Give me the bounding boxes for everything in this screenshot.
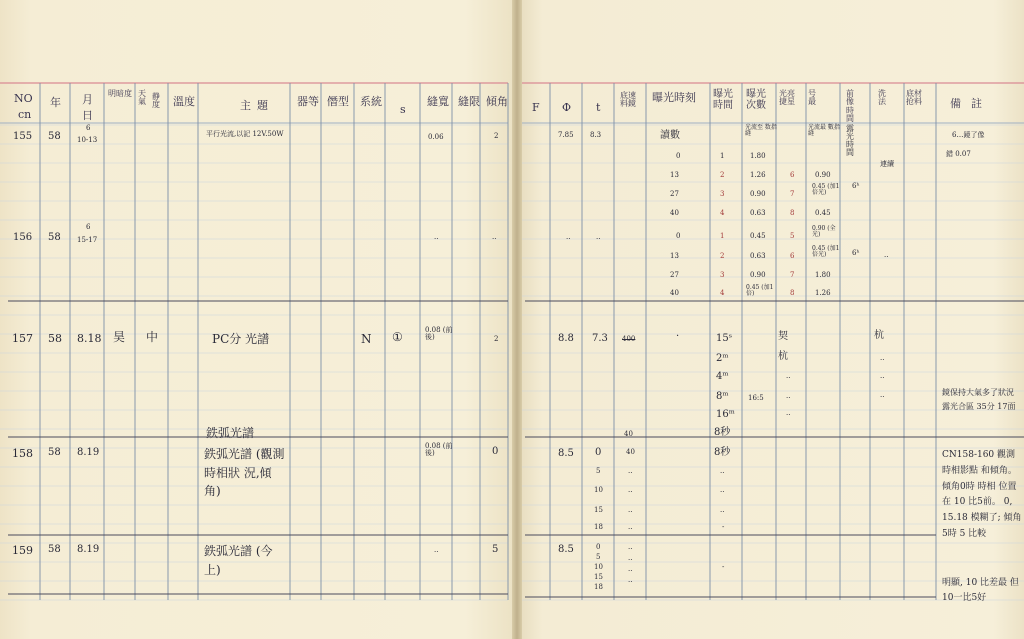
header-slit-width: 縫寬 <box>427 95 449 108</box>
e155-r2-val: 0.90 <box>815 171 831 179</box>
e159-phi-5: 18 <box>594 583 603 591</box>
header-photo-speed: 底速 料鏡 <box>620 91 636 109</box>
e156-r1-reading: 0 <box>676 232 681 240</box>
e157-time-2: 2ᵐ <box>716 353 729 364</box>
e157-subject-2: 鉄弧光譜 <box>206 426 255 440</box>
e155-r2-count: 1.26 <box>750 171 766 179</box>
e158-time-1: 8秒 <box>714 447 731 458</box>
entry-157-brightness: 昊 <box>113 330 126 344</box>
header-weather: 天氣 <box>138 89 146 107</box>
entry-155-tilt: 2 <box>494 132 499 140</box>
e159-remark: 明顯, 10 比差最 但 10一比5好 <box>942 578 1019 604</box>
header-exposure-duration: 曝光時間 <box>713 89 733 111</box>
header-t: t <box>596 101 601 114</box>
entry-156-day: 6 <box>86 223 91 231</box>
header-model: 僭型 <box>327 95 349 108</box>
e159-phi-3: 10 <box>594 563 603 571</box>
e157-time-3: 4ᵐ <box>716 371 729 382</box>
header-year: 年 <box>50 96 61 109</box>
e158-phi-5: 18 <box>594 523 603 531</box>
entry-157-slit-width: 0.08 (前後) <box>425 326 453 341</box>
header-tilt: 傾角 <box>486 95 508 108</box>
entry-155-readings-label: 讀數 <box>660 130 680 141</box>
header-s: s <box>400 103 406 116</box>
e156-r2-reading: 13 <box>670 252 679 260</box>
e157-times-note: 16:5 <box>748 394 764 402</box>
entry-158-f: 8.5 <box>558 448 574 459</box>
entry-158-tilt: 0 <box>492 446 499 457</box>
header-cn: cn <box>18 108 32 121</box>
e158-photo-dot-4: .. <box>628 523 633 531</box>
e156-r2-mark: 6 <box>790 252 795 260</box>
e158-time-3: .. <box>720 486 725 494</box>
entry-156-f: .. <box>566 233 571 241</box>
e155-r4-mark: 8 <box>790 209 795 217</box>
entry-159-year: 58 <box>48 544 61 555</box>
e159-time-dash: - <box>722 563 725 571</box>
e156-r3-count: 0.90 <box>750 271 766 279</box>
entry-158-year: 58 <box>48 447 61 458</box>
e155-r2-reading: 13 <box>670 171 679 179</box>
entry-155-no: 155 <box>13 131 33 142</box>
e156-r4-mark: 8 <box>790 289 795 297</box>
entry-159-slit-width: .. <box>434 546 439 554</box>
entry-155-bath: 連續 <box>880 160 894 168</box>
e157-remark: 鏡保持大氣多了狀況 露光合區 35分 17面 <box>942 388 1016 411</box>
entry-158-no: 158 <box>12 447 33 460</box>
header-brightness: 明暗度 <box>108 89 132 98</box>
e159-photo-dot-2: .. <box>628 554 633 562</box>
e155-r1-reading: 0 <box>676 152 681 160</box>
e157-exposure-4: .. <box>786 392 791 400</box>
entry-155-year: 58 <box>48 131 61 142</box>
e157-bath-dot-2: .. <box>880 372 885 380</box>
e155-r1-n: 1 <box>720 152 725 160</box>
e157-exposure-1: 契 <box>778 331 788 342</box>
e158-time-5: - <box>722 523 725 531</box>
header-storage: 底材 抢料 <box>906 89 922 107</box>
e155-r4-count: 0.63 <box>750 209 766 217</box>
header-phi: Φ <box>562 101 572 114</box>
entry-155-day-range: 10-13 <box>77 136 98 144</box>
e156-r4-n: 4 <box>720 289 725 297</box>
header-f: F <box>532 101 540 114</box>
e158-time-4: .. <box>720 506 725 514</box>
entry-155-subject: 平行光流,以記 12V.50W <box>206 130 284 138</box>
header-wind: 静度 <box>152 92 160 110</box>
entry-159-tilt: 5 <box>492 544 499 555</box>
e155-r3-reading: 27 <box>670 190 679 198</box>
e155-r3-val: 0.45 (加1倍光) <box>812 183 840 196</box>
header-instrument: 器等 <box>297 95 319 108</box>
header-exposure-time: 曝光時刻 <box>652 91 696 104</box>
e159-photo-dot-3: .. <box>628 565 633 573</box>
entry-157-s: ① <box>392 330 403 344</box>
entry-155-slit-width: 0.06 <box>428 133 444 141</box>
header-day: 日 <box>82 109 93 122</box>
e158-time-2: .. <box>720 467 725 475</box>
e156-r1-mark: 5 <box>790 232 795 240</box>
entry-156-ditto-2: .. <box>492 233 497 241</box>
e156-r4-reading: 40 <box>670 289 679 297</box>
entry-156-ditto-1: .. <box>434 233 439 241</box>
entry-157-subject: PC分 光譜 <box>212 332 270 346</box>
e155-r4-reading: 40 <box>670 209 679 217</box>
e156-r3-val: 1.80 <box>815 271 831 279</box>
e157-exposure-2: 杭 <box>778 351 788 362</box>
entry-156-bath: .. <box>884 251 889 259</box>
header-light-dark: 光亮 捷星 <box>779 89 795 107</box>
e156-r3-mark: 7 <box>790 271 795 279</box>
e157-exposure-5: .. <box>786 409 791 417</box>
entry-157-dot: · <box>676 331 680 342</box>
e158-photo: 40 <box>626 448 635 456</box>
header-exposure-count: 曝光次數 <box>746 89 766 111</box>
entry-156-dev: 6ʰ <box>852 249 860 257</box>
e155-r3-mark: 7 <box>790 190 795 198</box>
e155-r4-n: 4 <box>720 209 725 217</box>
e156-r2-val: 0.45 (加1倍光) <box>812 245 840 258</box>
entry-158-date: 8.19 <box>77 447 100 458</box>
e159-photo-dot-1: .. <box>628 543 633 551</box>
entry-157-no: 157 <box>12 332 33 345</box>
entry-159-subject: 鉄弧光譜 (今上) <box>204 544 273 577</box>
e157-time-5: 16ᵐ <box>716 409 735 420</box>
e158-phi-4: 15 <box>594 506 603 514</box>
e155-r3-count: 0.90 <box>750 190 766 198</box>
e157-bath-dot-3: .. <box>880 391 885 399</box>
e158-phi-3: 10 <box>594 486 603 494</box>
entry-156-year: 58 <box>48 232 61 243</box>
entry-155-remark-1: 6…鏡了像 <box>952 131 985 139</box>
e156-r2-count: 0.63 <box>750 252 766 260</box>
e158-phi-2: 5 <box>596 467 601 475</box>
entry-159-no: 159 <box>12 544 33 557</box>
e156-r3-reading: 27 <box>670 271 679 279</box>
entry-159-date: 8.19 <box>77 544 100 555</box>
e157-bath-dot-1: .. <box>880 354 885 362</box>
header-bath: 洗 法 <box>878 89 886 107</box>
e157-exposure-3: .. <box>786 372 791 380</box>
header-flash-no: 号 最 <box>808 89 816 107</box>
e156-r1-count: 0.45 <box>750 232 766 240</box>
e158-photo-dot-2: .. <box>628 486 633 494</box>
e157-time-4: 8ᵐ <box>716 391 729 402</box>
header-slit-length: 縫限 <box>458 95 480 108</box>
entry-156-phi: .. <box>596 233 601 241</box>
e158-phi-1: 0 <box>595 447 602 458</box>
e159-photo-dot-4: .. <box>628 576 633 584</box>
entry-155-dev: 6ʰ <box>852 182 860 190</box>
entry-158-subject: 鉄弧光譜 (觀測時相狀 況,傾角) <box>204 447 285 499</box>
entry-155-phi: 8.3 <box>590 131 602 139</box>
entry-158-slit-width: 0.08 (前後) <box>425 442 453 457</box>
header-temperature: 溫度 <box>173 95 195 108</box>
header-no: NO <box>14 92 33 105</box>
e157-time-last: 8秒 <box>714 427 731 438</box>
entry-157-f: 8.8 <box>558 333 574 344</box>
e159-phi-2: 5 <box>596 553 601 561</box>
entry-155-head-col1: 光流至 数指縫 <box>745 124 777 137</box>
entry-157-phi: 7.3 <box>592 333 608 344</box>
e156-r4-count: 0.45 (加1倍) <box>746 284 774 297</box>
entry-155-head-col2: 光流最 數指縫 <box>808 124 840 137</box>
header-remarks: 備註 <box>950 97 992 110</box>
header-system: 系統 <box>360 95 382 108</box>
e155-r2-n: 2 <box>720 171 725 179</box>
entry-155-remark-2: 錯 0.07 <box>946 150 971 158</box>
header-development: 前像 時間 <box>846 89 854 124</box>
entry-155-head-col3: 露光 時間 <box>846 124 854 157</box>
entry-159-f: 8.5 <box>558 544 574 555</box>
e157-bath: 杭 <box>874 330 884 341</box>
entry-157-photo: 400 <box>622 335 636 343</box>
header-month: 月 <box>82 93 93 106</box>
entry-157-tilt: 2 <box>494 335 499 343</box>
e156-r3-n: 3 <box>720 271 725 279</box>
e155-r1-count: 1.80 <box>750 152 766 160</box>
entry-155-f: 7.85 <box>558 131 574 139</box>
e156-r4-val: 1.26 <box>815 289 831 297</box>
e159-phi-4: 15 <box>594 573 603 581</box>
e158-remark: CN158-160 觀測時相影點 和傾角。 傾角0時 時相 位置在 10 比5前。 0, 15.18 模糊了; 傾角5時 5 比較 <box>942 450 1022 539</box>
e157-photo-2: 40 <box>624 430 633 438</box>
e158-photo-dot-3: .. <box>628 506 633 514</box>
entry-156-no: 156 <box>13 232 33 243</box>
e158-photo-dot-1: .. <box>628 467 633 475</box>
e156-r2-n: 2 <box>720 252 725 260</box>
e155-r2-mark: 6 <box>790 171 795 179</box>
e156-r1-n: 1 <box>720 232 725 240</box>
entry-156-day-range: 15-17 <box>77 236 98 244</box>
e157-time-1: 15ˢ <box>716 333 733 344</box>
entry-157-year: 58 <box>48 332 62 345</box>
e155-r3-n: 3 <box>720 190 725 198</box>
e156-r1-val: 0.90 (全光) <box>812 225 836 238</box>
e159-phi-1: 0 <box>596 543 601 551</box>
header-subject: 主題 <box>240 99 274 112</box>
entry-155-day: 6 <box>86 124 91 132</box>
entry-157-date: 8.18 <box>77 332 102 345</box>
entry-157-system: N <box>361 332 372 346</box>
entry-157-weather: 中 <box>146 330 159 344</box>
e155-r4-val: 0.45 <box>815 209 831 217</box>
